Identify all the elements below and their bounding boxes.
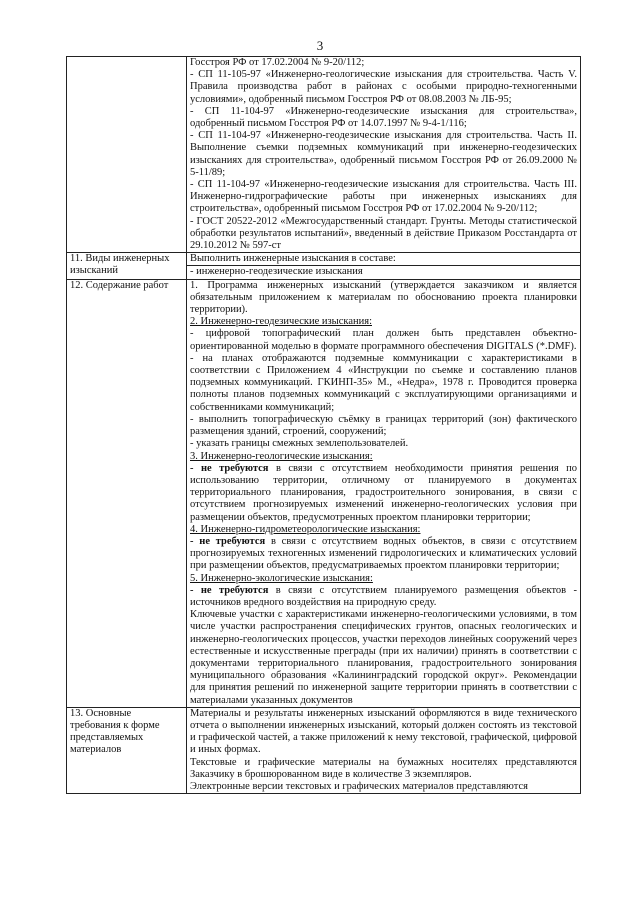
survey-types-item: - инженерно-геодезические изыскания <box>190 266 363 278</box>
paragraph: 1. Программа инженерных изысканий (утверждается заказчиком и является обязательным приложением к материалам по обоснованию проекта планировки территории). <box>190 279 577 316</box>
materials-form-cell <box>187 707 581 793</box>
paragraph: - на планах отображаются подземные коммуникации с характеристиками в соответствии с Приложением 4 «Инструкции по съемке и составлению планов подземных коммуникаций. ГКИНП-35» М., «Недра», 1978 г. Проводится проверка полноты планов подземных коммуникаций с эксплуатирующими организациями и собственниками коммуникаций; <box>190 352 577 413</box>
bold-phrase: - не требуются <box>190 462 269 474</box>
norm-line: - СП 11-104-97 «Инженерно-геодезические изыскания для строительства», одобренный письмом Госстроя РФ от 14.07.1997 № 9-4-1/116; <box>190 105 577 130</box>
paragraph <box>190 463 577 524</box>
row-label: 11. Виды инженерных изысканий <box>67 253 187 279</box>
survey-types-intro: Выполнить инженерные изыскания в составе: <box>190 253 396 265</box>
norm-line: Госстроя РФ от 17.02.2004 № 9-20/112; <box>190 57 365 68</box>
bold-phrase: - не требуются <box>190 535 266 547</box>
page-number: 3 <box>316 38 324 53</box>
paragraph: Ключевые участки с характеристиками инженерно-геологическими условиями, в том числе участки распространения специфических грунтов, опасных геологических и инженерно-геологических процессов, участки переходов линейных сооружений через естественные и искусственные преграды (при их наличии) принять в соответствии с документами территориального планирования, градостроительного зонирования муниципального образования «Калининградский городской округ». Рекомендации для принятия решений по инженерной защите территории принять в соответствии с материалами указанных документов <box>190 609 577 706</box>
table-row <box>67 707 581 793</box>
paragraph: Электронные версии текстовых и графических материалов представляются <box>190 780 528 792</box>
section-heading: 3. Инженерно-геологические изыскания: <box>190 450 373 462</box>
norm-line: - СП 11-104-97 «Инженерно-геодезические изыскания для строительства. Часть II. Выполнение съемки подземных коммуникаций при инженерно-геодезических изысканиях для строительства», одобренный письмом Госстроя РФ от 26.09.2000 № 5-11/89; <box>190 130 577 178</box>
paragraph: Текстовые и графические материалы на бумажных носителях представляются Заказчику в брошюрованном виде в количестве 3 экземпляров. <box>190 756 577 780</box>
paragraph-text: в связи с отсутствием водных объектов, в связи с отсутствием прогнозируемых техногенных изменений гидрологических и климатических условий при размещении объектов, предусматриваемых проектом планировки территории; <box>190 535 577 572</box>
row-label-empty <box>67 57 187 253</box>
section-heading: 5. Инженерно-экологические изыскания: <box>190 572 373 584</box>
norm-line: - СП 11-104-97 «Инженерно-геодезические изыскания для строительства. Часть III. Инженерно-гидрографические работы при инженерных изысканиях для строительства», одобренный письмом Госстроя РФ от 17.02.2004 № 9-20/112; <box>190 179 577 215</box>
norm-line: - СП 11-105-97 «Инженерно-геологические изыскания для строительства. Часть V. Правила производства работ в районах с особыми природно-техногенными условиями», одобренный письмом Госстроя РФ от 08.08.2003 № ЛБ-95; <box>190 69 577 105</box>
work-content-cell <box>187 279 581 707</box>
table-row <box>67 57 581 253</box>
norm-line: - ГОСТ 20522-2012 «Межгосударственный стандарт. Грунты. Методы статистической обработки результатов испытаний», введенный в действие Приказом Росстандарта от 29.10.2012 № 597-ст <box>190 215 577 252</box>
paragraph-text: в связи с отсутствием необходимости принятия решения по использованию территории, отличному от планируемого в документах территориального планирования, градостроительного зонирования, в связи с отсутствием прогнозируемых изменений инженерно-геологических условия при размещении объектов, предусмотренных проектом планировки территории; <box>190 462 578 523</box>
survey-types-cell <box>187 253 581 279</box>
paragraph: Материалы и результаты инженерных изысканий оформляются в виде технического отчета о выполнении инженерных изысканий, который должен состоять из текстовой и графической частей, а также приложений к нему текстовой, графической, цифровой и иных формах. <box>190 707 577 756</box>
table-row <box>67 253 581 279</box>
row-label: 12. Содержание работ <box>67 279 187 707</box>
specification-table <box>66 56 581 794</box>
paragraph: - цифровой топографический план должен быть представлен объектно-ориентированной моделью в формате программного обеспечения DIGITALS (*.DMF). <box>190 328 577 352</box>
paragraph: - выполнить топографическую съёмку в границах территорий (зон) фактического размещения зданий, строений, сооружений; <box>190 413 577 438</box>
paragraph-text: в связи с отсутствием планируемого размещения объектов - источников вредного воздействия на природную среду. <box>190 584 577 608</box>
section-heading: 4. Инженерно-гидрометеорологические изыскания: <box>190 523 421 535</box>
table-row <box>67 279 581 707</box>
paragraph <box>190 585 577 609</box>
row-label: 13. Основные требования к форме представляемых материалов <box>67 707 187 793</box>
paragraph: - указать границы смежных землепользователей. <box>190 438 409 450</box>
bold-phrase: - не требуются <box>190 584 269 596</box>
section-heading: 2. Инженерно-геодезические изыскания: <box>190 316 372 328</box>
paragraph <box>190 536 577 573</box>
normative-docs-cell <box>187 57 581 253</box>
